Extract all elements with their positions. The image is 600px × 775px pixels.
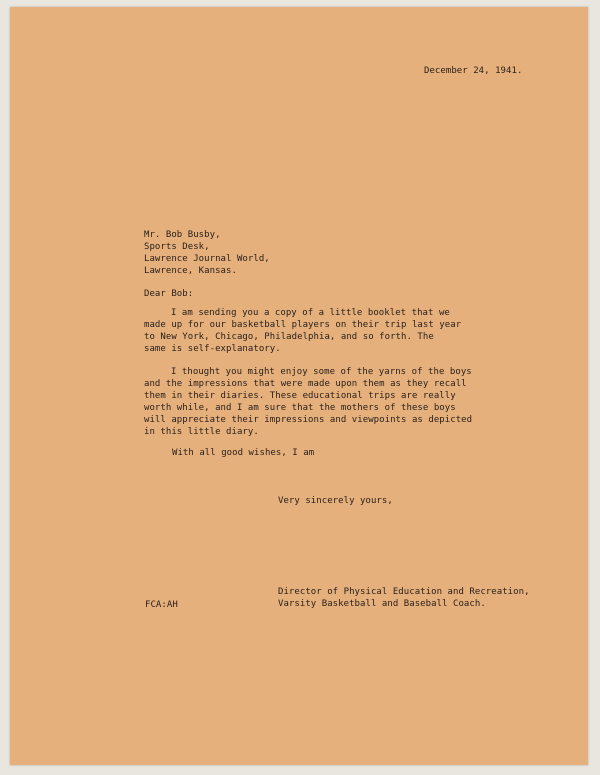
closing-line: With all good wishes, I am [172, 448, 315, 458]
complimentary-close: Very sincerely yours, [278, 496, 393, 506]
paragraph-line: them in their diaries. These educational trips are really [144, 391, 456, 401]
signature-title [278, 586, 530, 610]
title-line: Director of Physical Education and Recreation, [278, 587, 530, 597]
paragraph-line: worth while, and I am sure that the mothers of these boys [144, 403, 456, 413]
paragraph-line: I thought you might enjoy some of the yarns of the boys [171, 367, 472, 377]
salutation: Dear Bob: [144, 289, 194, 299]
paragraph-line: and the impressions that were made upon them as they recall [144, 379, 467, 389]
paragraph-line: same is self-explanatory. [144, 344, 281, 354]
letter-date: December 24, 1941. [424, 66, 523, 76]
paragraph-two [144, 366, 472, 438]
paragraph-line: made up for our basketball players on their trip last year [144, 320, 462, 330]
title-line: Varsity Basketball and Baseball Coach. [278, 599, 486, 609]
reference-initials: FCA:AH [145, 600, 178, 610]
paragraph-line: in this little diary. [144, 427, 259, 437]
paragraph-one [144, 307, 461, 355]
paragraph-line: to New York, Chicago, Philadelphia, and so forth. The [144, 332, 434, 342]
recipient-address [144, 229, 270, 277]
recipient-name: Mr. Bob Busby, [144, 230, 221, 240]
recipient-organization: Lawrence Journal World, [144, 254, 270, 264]
recipient-department: Sports Desk, [144, 242, 210, 252]
paragraph-line: will appreciate their impressions and viewpoints as depicted [144, 415, 473, 425]
paragraph-line: I am sending you a copy of a little booklet that we [171, 308, 450, 318]
recipient-city: Lawrence, Kansas. [144, 266, 237, 276]
